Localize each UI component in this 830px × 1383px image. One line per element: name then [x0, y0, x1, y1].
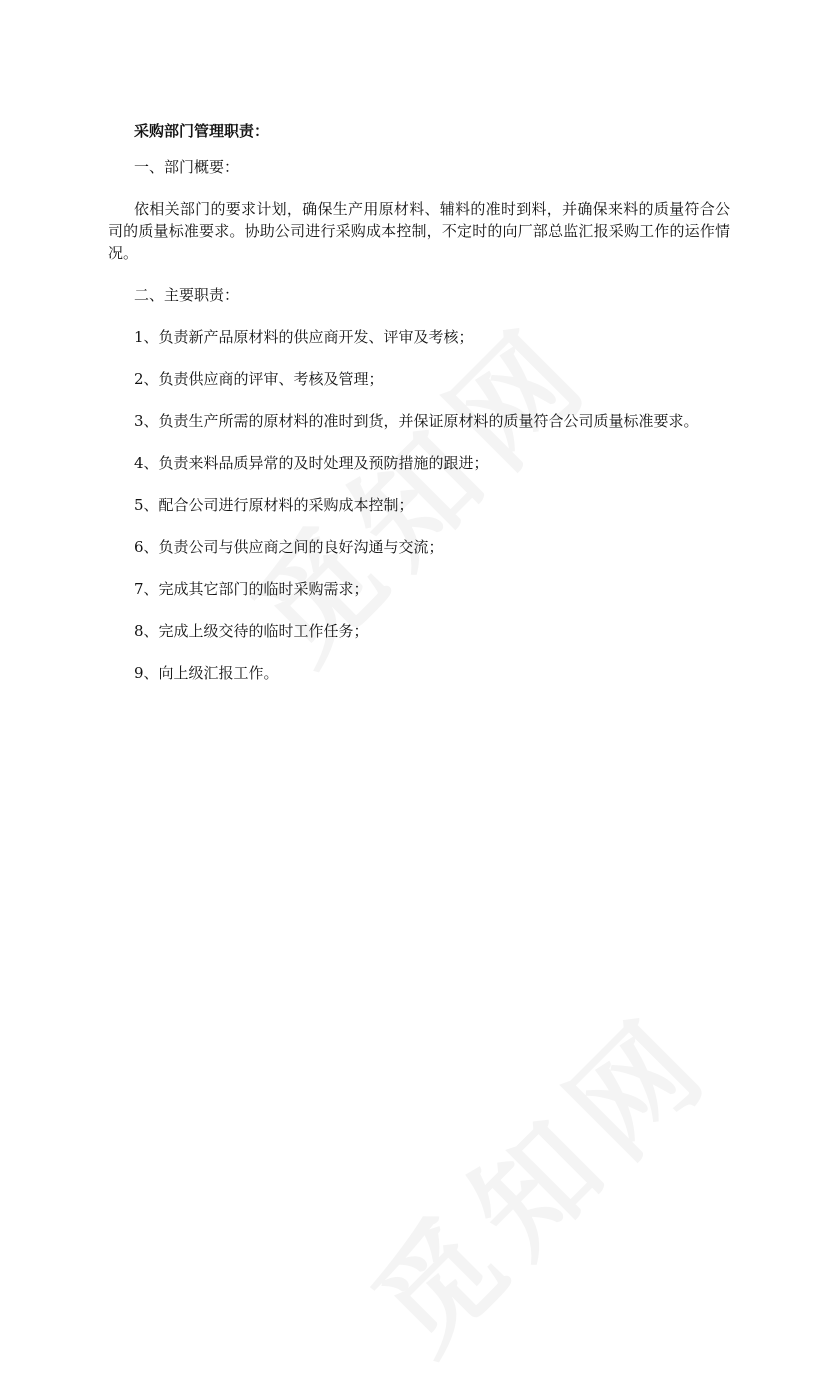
responsibility-item: 9、向上级汇报工作。 — [134, 664, 279, 682]
responsibility-item: 8、完成上级交待的临时工作任务； — [134, 622, 369, 640]
responsibility-item: 3、负责生产所需的原材料的准时到货，并保证原材料的质量符合公司质量标准要求。 — [134, 412, 699, 430]
document-title: 采购部门管理职责： — [134, 122, 270, 140]
responsibility-item: 4、负责来料品质异常的及时处理及预防措施的跟进； — [134, 454, 489, 472]
section-heading-responsibilities: 二、主要职责： — [134, 286, 240, 304]
responsibility-item: 6、负责公司与供应商之间的良好沟通与交流； — [134, 538, 444, 556]
overview-paragraph: 依相关部门的要求计划，确保生产用原材料、辅料的准时到料，并确保来料的质量符合公司的质量标准要求。协助公司进行采购成本控制，不定时的向厂部总监汇报采购工作的运作情况。 — [108, 200, 730, 262]
responsibility-item: 2、负责供应商的评审、考核及管理； — [134, 370, 384, 388]
watermark-text-bottom — [330, 969, 744, 1383]
document-body — [108, 120, 730, 704]
responsibility-item: 5、配合公司进行原材料的采购成本控制； — [134, 496, 414, 514]
section-heading-overview: 一、部门概要： — [134, 158, 240, 176]
responsibility-item: 7、完成其它部门的临时采购需求； — [134, 580, 369, 598]
responsibility-item: 1、负责新产品原材料的供应商开发、评审及考核； — [134, 328, 474, 346]
